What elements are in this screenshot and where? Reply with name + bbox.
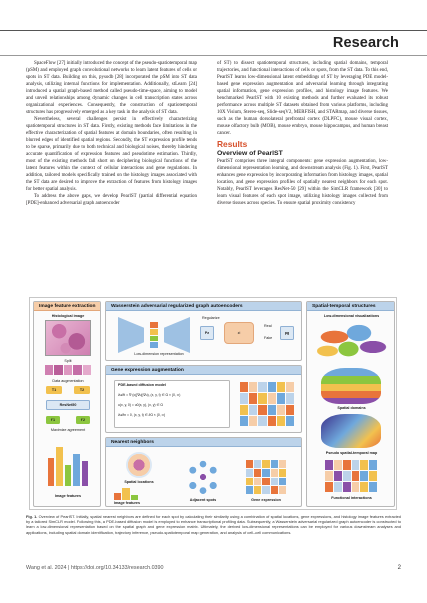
pde-equation-3: ∂u/∂n = 0, (x, y, t) ∈ ∂Ω × (0, ∞)	[118, 413, 166, 417]
real-label: Real	[264, 324, 272, 328]
caption-text: Overview of PearlST. Initially, spatial nearest neighbors are defined for each spot by calculating their similarity using a combination of spatial locations, gene expressions, and histology image features extracted by a tailored SimCLR model. Following this, a PDE-based diffusion model is employed to enhance transcriptional profiling data. Subsequently, a Wasserstein adversarial regularized graph autoencoder is constructed to learn a low-dimensional representation based on the spatial graph and gene expression matrix. Ultimately, the derived low-dimensional representations can be employed for various downstream analyses and applications, including spatial domain identification, trajectory inference, pseudo-spatiotemporal map generation, and analysis of cell–cell communications.	[26, 514, 401, 535]
image-features-label: Image features	[54, 494, 82, 498]
split-label: Split	[64, 359, 72, 363]
panel-title: Nearest neighbors	[106, 438, 301, 447]
umap-plot	[317, 321, 387, 361]
image-feature-panel	[33, 301, 101, 507]
paragraph: PearlST comprises three integral components: gene expression augmentation, low-dimensional representation learning, and downstream analysis (Fig. 1). First, PearlST enhances gene expression by incorporating information from histology images, spatial location, and gene expression profiles of spatially nearest neighbors for each spot. Notably, PearlST leverages ResNet-50 [29] within the SimCLR framework [30] to learn visual features of each spot image, utilizing histology images collected from diverse tissues across species. To ensure spatial proximity consistency	[217, 159, 388, 207]
figure-1	[29, 297, 397, 510]
feature-bars	[48, 440, 88, 486]
histology-image	[45, 320, 91, 356]
pz-label: Pz	[204, 331, 210, 335]
pde-equation-1: ∂u/∂t = ∇·(c(|∇u|)∇u), (x, y, t) ∈ Ω × (0, ∞)	[118, 393, 181, 397]
paragraph: To address the above gaps, we develop PearlST (partial differential equation [PDE]-enhanced adversarial graph autoencoder	[26, 194, 197, 207]
graph-decoder-shape	[164, 317, 190, 353]
right-column	[217, 60, 388, 207]
data-augmentation-label: Data augmentation	[52, 379, 84, 383]
regularize-label: Regularize	[202, 316, 220, 320]
pseudo-map	[321, 414, 381, 448]
results-heading: Results	[217, 139, 248, 150]
functional-plot	[325, 460, 377, 492]
pg-label: pg	[284, 331, 290, 335]
adjacent-spots-label: Adjacent spots	[189, 498, 217, 502]
low-dim-vis-label: Low-dimensional visualizations	[323, 314, 380, 318]
tile-grid	[45, 365, 91, 375]
spatial-domain-map	[321, 368, 381, 404]
spatial-locations-label: Spatial locations	[124, 480, 154, 484]
figure-caption	[26, 514, 401, 535]
page-number: 2	[397, 565, 401, 571]
citation-doi[interactable]: Wang et al. 2024 | https://doi.org/10.34133/research.0390	[26, 565, 164, 571]
spatial-temporal-panel	[306, 301, 395, 507]
adjacent-spots-icon	[186, 460, 220, 494]
header-rule	[0, 30, 427, 31]
header-rule-lower	[0, 55, 427, 56]
spatial-domains-label: Spatial domains	[337, 406, 366, 410]
low-dimension-label: Low-dimension representation	[134, 352, 184, 356]
maximize-agreement-label: Maximize agreement	[50, 428, 86, 432]
pseudo-map-label: Pseudo spatial-temporal map	[325, 451, 378, 455]
gene-expression-label: Gene expression	[251, 498, 281, 502]
resnet-label: ResNet50	[59, 403, 77, 407]
gene-expression-grid	[246, 460, 286, 494]
latent-vector	[150, 322, 158, 348]
caption-label: Fig. 1.	[26, 514, 38, 519]
section-heading: Research	[332, 35, 399, 51]
image-features-icon	[114, 488, 138, 500]
graph-encoder-shape	[118, 317, 144, 353]
panel-title: Wasserstein adversarial regularized graph autoencoders	[106, 302, 301, 311]
nearest-neighbors-panel	[105, 437, 302, 507]
panel-title: Gene expression augmentation	[106, 366, 301, 375]
left-column	[26, 60, 197, 207]
zi-label: zi	[237, 331, 241, 335]
f2-label: f'2	[80, 418, 86, 422]
page-footer	[26, 565, 401, 571]
histology-label: Histological image	[51, 314, 85, 318]
t2-label: T2	[79, 388, 85, 392]
paragraph: of ST) to dissect spatiotemporal structures, including spatial domains, temporal trajectories, and functional interactions of cells or spots, from the ST data. To this end, PearlST learns low-dimensional latent embeddings of ST by leveraging PDE model-based gene expression augmentation and adversarial learning through integrating spatial information, gene expression profiles, and histology image features. We benchmarked PearlST with 10 existing methods and further evaluated its robust performance across multiple ST datasets obtained from various platforms, including 10X Visium, Stereo-seq, Slide-seqV2, MERFISH, and STARmap, and diverse tissues, such as the human dorsolateral prefrontal cortex (DLPFC), mouse visual cortex, mouse olfactory bulb (MOB), mouse embryo, mouse hippocampus, and human breast cancer.	[217, 61, 388, 137]
f1-label: f'1	[50, 418, 56, 422]
pde-title: PDE-based diffusion model	[118, 383, 166, 387]
fake-label: Fake	[264, 336, 273, 340]
gene-augmentation-panel	[105, 365, 302, 433]
t1-label: T1	[51, 388, 57, 392]
pde-equation-2: u(x, y, 0) = u0(x, y), (x, y) ∈ Ω	[118, 403, 163, 407]
heatmap	[240, 382, 294, 426]
paragraph: SpaceFlow [27] initially introduced the concept of the pseudo-spatiotemporal map (pSM) and employed graph convolutional networks to learn latent features of cells or spots in ST data. Building on this, pysodb [28] incorporated the pSM into ST data analysis, utilizing internal functions for implementation. Additionally, stLearn [24] introduced a spatial graph-based method called pseudo-time-space, aiming to model and unveil relationships among dynamic changes in cell transcription states across organizational experiences. Consequently, the construction of spatiotemporal structures has progressively emerged as a key task in the analysis of ST data.	[26, 61, 197, 116]
wasserstein-panel	[105, 301, 302, 361]
panel-title: Spatial-temporal structures	[307, 302, 394, 311]
image-features-label: Image features	[113, 501, 141, 505]
spatial-locations-icon	[126, 452, 152, 478]
overview-heading: Overview of PearlST	[217, 150, 283, 158]
functional-label: Functional interactions	[331, 496, 372, 500]
panel-title: Image feature extraction	[34, 302, 100, 311]
paragraph: Nevertheless, several challenges persist in effectively characterizing spatiotemporal structures in ST data. Firstly, existing methods face limitations in the effective characterization of spatial features at domain boundaries, often resulting in blurred edges of identified spatial regions. Secondly, the ST expression profile tends to be sparse, primarily due to both technical and biological noises, thereby hindering accurate quantification of expression features and pseudotime estimation. Thirdly, most of the existing methods fall short on deciphering biological functions of the latent features within the context of cellular interactions and gene regulations. In addition, tailored models specifically trained on the histology images associated with the ST data are desired to improve the extraction of features from histology images for better spatial analysis.	[26, 117, 197, 193]
